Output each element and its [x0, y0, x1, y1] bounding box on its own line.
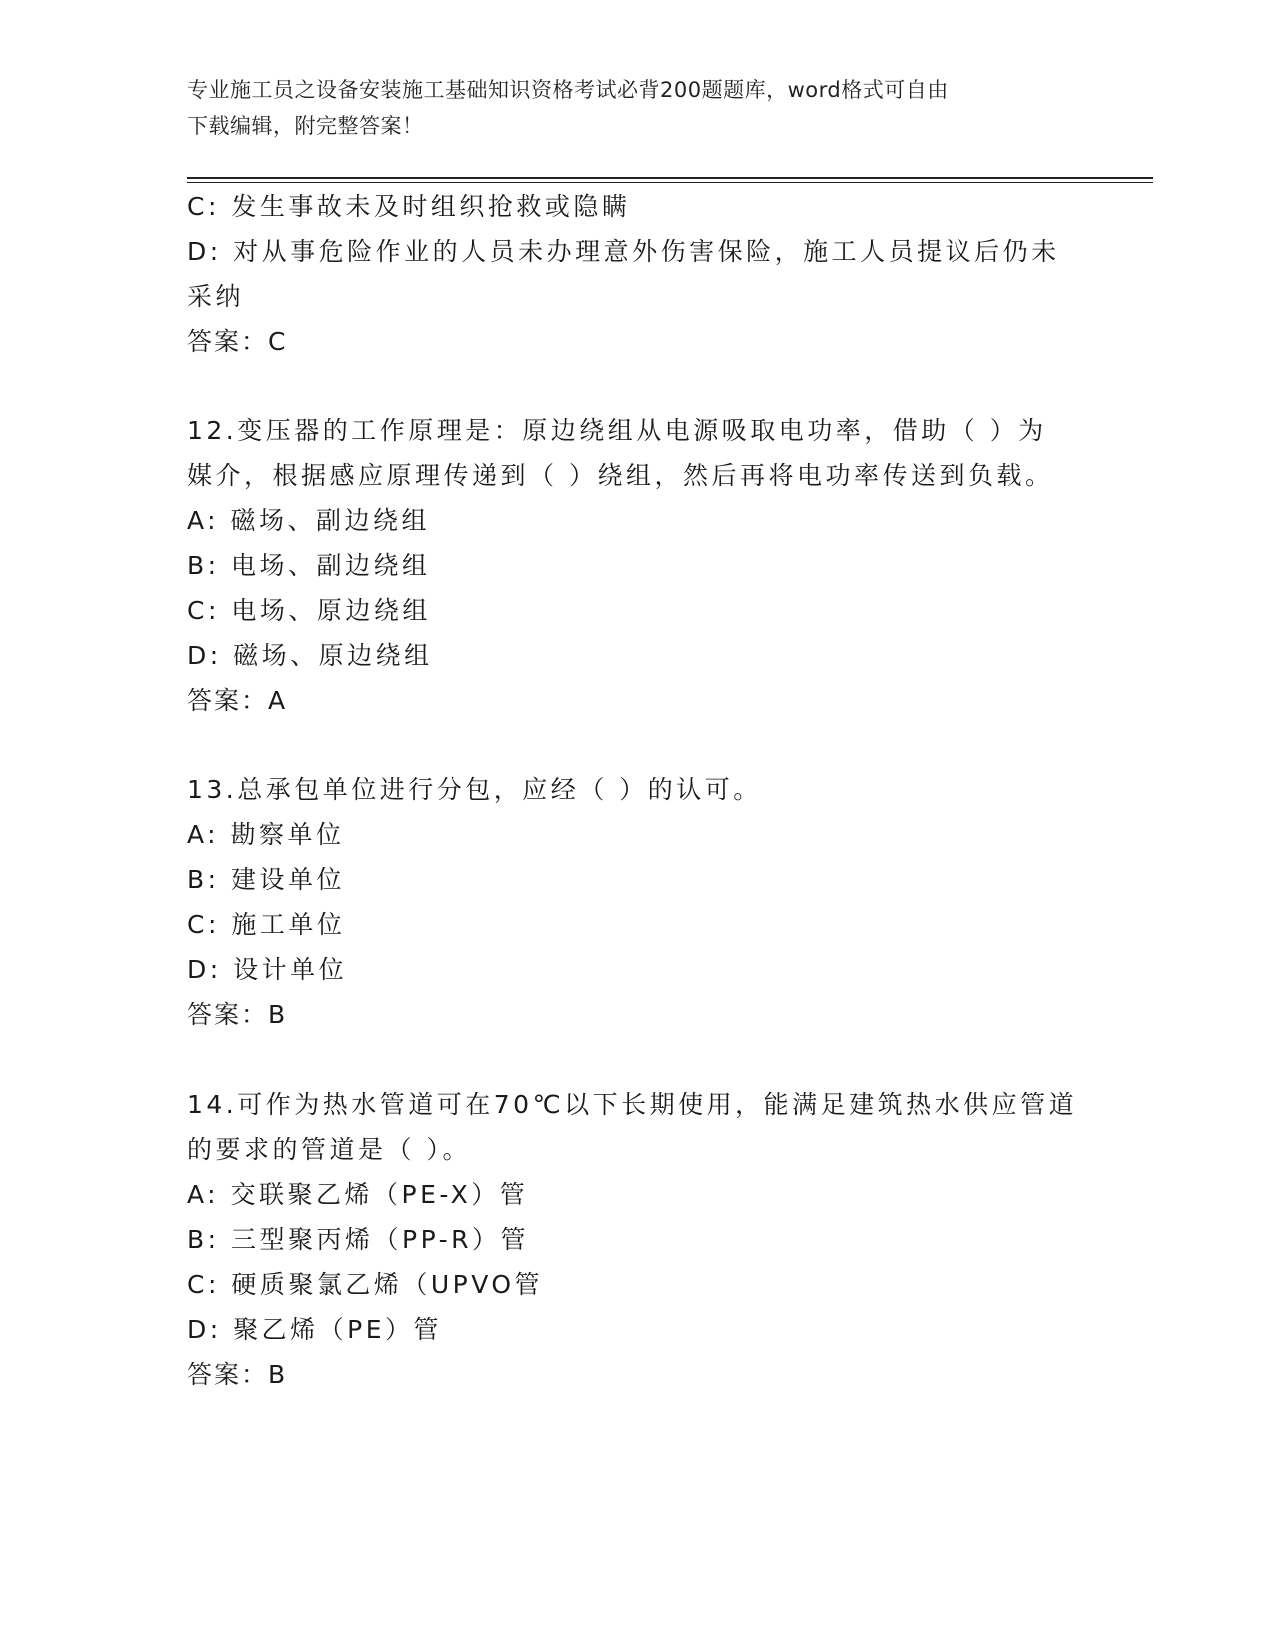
- q14-option-d: D: 聚乙烯（PE）管: [187, 1315, 442, 1344]
- q11-option-d-line2: 采纳: [187, 282, 245, 311]
- q14-stem-line1: 14.可作为热水管道可在70℃以下长期使用，能满足建筑热水供应管道: [187, 1090, 1078, 1119]
- q12-option-a: A: 磁场、副边绕组: [187, 506, 431, 535]
- q12-stem-line1: 12.变压器的工作原理是：原边绕组从电源吸取电功率，借助（ ）为: [187, 416, 1047, 445]
- q14-option-b: B: 三型聚丙烯（PP-R）管: [187, 1225, 530, 1254]
- q12-answer: 答案：A: [187, 686, 288, 715]
- document-header: [187, 72, 1067, 144]
- q12-option-d: D: 磁场、原边绕组: [187, 641, 433, 670]
- header-divider-thick: [187, 177, 1153, 179]
- q11-option-c: C: 发生事故未及时组织抢救或隐瞒: [187, 192, 631, 221]
- q13-option-d: D: 设计单位: [187, 955, 348, 984]
- q11-answer: 答案：C: [187, 327, 288, 356]
- q14-option-a: A: 交联聚乙烯（PE-X）管: [187, 1180, 529, 1209]
- q12-stem-line2: 媒介，根据感应原理传递到（ ）绕组，然后再将电功率传送到负载。: [187, 461, 1054, 490]
- q12-option-c: C: 电场、原边绕组: [187, 596, 431, 625]
- q14-answer: 答案：B: [187, 1360, 288, 1389]
- q13-option-b: B: 建设单位: [187, 865, 346, 894]
- q13-option-a: A: 勘察单位: [187, 820, 345, 849]
- q13-answer: 答案：B: [187, 1000, 288, 1029]
- q13-stem-line1: 13.总承包单位进行分包，应经（ ）的认可。: [187, 775, 762, 804]
- q13-option-c: C: 施工单位: [187, 910, 346, 939]
- header-title-line2: 下载编辑，附完整答案！: [187, 114, 424, 138]
- q14-option-c: C: 硬质聚氯乙烯（UPVO管: [187, 1270, 544, 1299]
- header-divider-thin: [187, 182, 1153, 183]
- q11-option-d-line1: D: 对从事危险作业的人员未办理意外伤害保险，施工人员提议后仍未: [187, 237, 1060, 266]
- header-title-line1: 专业施工员之设备安装施工基础知识资格考试必背200题题库，word格式可自由: [187, 78, 949, 102]
- q12-option-b: B: 电场、副边绕组: [187, 551, 431, 580]
- q14-stem-line2: 的要求的管道是（ ）。: [187, 1135, 471, 1164]
